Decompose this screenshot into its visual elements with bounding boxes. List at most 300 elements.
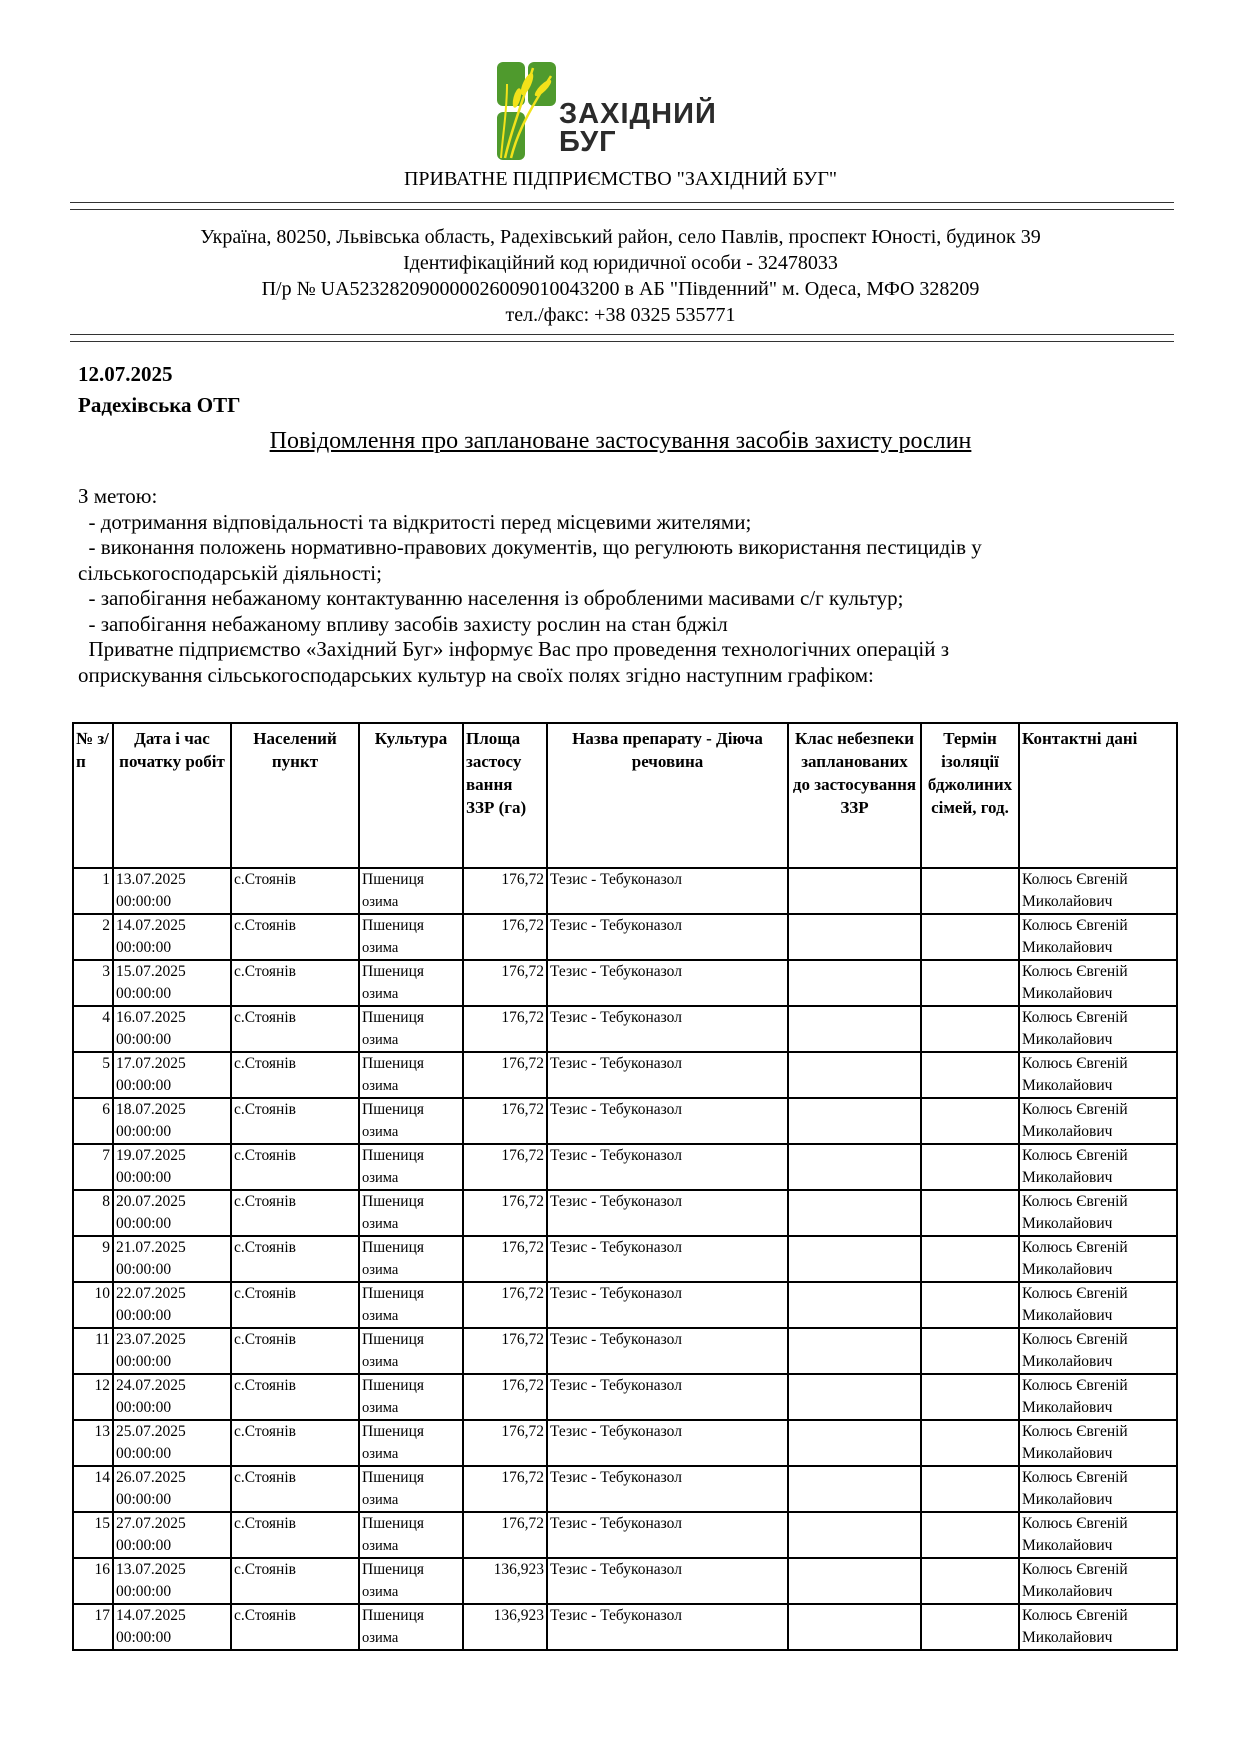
cell-time: 00:00:00 <box>116 1077 172 1094</box>
cell-date: 16.07.2025 <box>116 1009 186 1026</box>
cell-contact-line2: Миколайович <box>1022 1583 1113 1600</box>
cell-hazard-class <box>788 1466 921 1512</box>
cell-bee-isolation <box>921 868 1019 914</box>
cell-area: 176,72 <box>463 1052 547 1098</box>
table-row <box>73 1236 1177 1282</box>
letter-body <box>78 484 1178 688</box>
cell-number: 3 <box>73 960 113 1006</box>
cell-contact <box>1019 1420 1177 1466</box>
cell-number: 10 <box>73 1282 113 1328</box>
cell-crop <box>359 1604 463 1650</box>
cell-crop-line1: Пшениця <box>362 1009 425 1026</box>
cell-settlement: с.Стоянів <box>231 1420 359 1466</box>
cell-number: 9 <box>73 1236 113 1282</box>
cell-crop-line1: Пшениця <box>362 963 425 980</box>
cell-contact-line1: Колюсь Євгеній <box>1022 1515 1128 1532</box>
cell-crop-line2: озима <box>362 1630 399 1646</box>
company-id-code: Ідентифікаційний код юридичної особи - 32478033 <box>403 252 838 274</box>
table-row <box>73 1190 1177 1236</box>
cell-crop-line2: озима <box>362 1308 399 1324</box>
cell-time: 00:00:00 <box>116 1491 172 1508</box>
cell-crop <box>359 960 463 1006</box>
company-bank-account: П/р № UA523282090000026009010043200 в АБ "Південний" м. Одеса, МФО 328209 <box>261 278 980 300</box>
cell-hazard-class <box>788 1052 921 1098</box>
cell-settlement: с.Стоянів <box>231 868 359 914</box>
cell-crop-line1: Пшениця <box>362 1561 425 1578</box>
cell-contact-line1: Колюсь Євгеній <box>1022 1055 1128 1072</box>
cell-time: 00:00:00 <box>116 1215 172 1232</box>
cell-contact-line2: Миколайович <box>1022 1123 1113 1140</box>
cell-hazard-class <box>788 1374 921 1420</box>
cell-number: 14 <box>73 1466 113 1512</box>
cell-time: 00:00:00 <box>116 1123 172 1140</box>
cell-bee-isolation <box>921 1512 1019 1558</box>
cell-product: Тезис - Тебуконазол <box>547 1420 788 1466</box>
cell-settlement: с.Стоянів <box>231 960 359 1006</box>
cell-crop-line2: озима <box>362 1170 399 1186</box>
logo-text-line1: ЗАХІДНИЙ <box>559 98 717 130</box>
cell-area: 176,72 <box>463 1144 547 1190</box>
cell-date: 27.07.2025 <box>116 1515 186 1532</box>
cell-contact-line2: Миколайович <box>1022 1077 1113 1094</box>
cell-contact-line1: Колюсь Євгеній <box>1022 1285 1128 1302</box>
cell-number: 11 <box>73 1328 113 1374</box>
cell-contact-line2: Миколайович <box>1022 1445 1113 1462</box>
table-header-row <box>73 723 1177 868</box>
cell-area: 176,72 <box>463 868 547 914</box>
cell-product: Тезис - Тебуконазол <box>547 1466 788 1512</box>
cell-product: Тезис - Тебуконазол <box>547 1328 788 1374</box>
cell-time: 00:00:00 <box>116 1261 172 1278</box>
cell-datetime <box>113 1604 231 1650</box>
cell-hazard-class <box>788 1144 921 1190</box>
cell-bee-isolation <box>921 1006 1019 1052</box>
cell-contact-line1: Колюсь Євгеній <box>1022 1331 1128 1348</box>
cell-bee-isolation <box>921 1236 1019 1282</box>
header-divider-top <box>70 202 1174 210</box>
company-phone: тел./факс: +38 0325 535771 <box>505 304 736 326</box>
cell-settlement: с.Стоянів <box>231 1006 359 1052</box>
cell-time: 00:00:00 <box>116 939 172 956</box>
cell-date: 21.07.2025 <box>116 1239 186 1256</box>
cell-bee-isolation <box>921 1190 1019 1236</box>
body-line: сільськогосподарській діяльності; <box>78 560 382 585</box>
col-header-number: № з/п <box>73 723 113 868</box>
cell-product: Тезис - Тебуконазол <box>547 1006 788 1052</box>
cell-area: 176,72 <box>463 1282 547 1328</box>
cell-crop-line1: Пшениця <box>362 1423 425 1440</box>
letter-recipient: Радехівська ОТГ <box>78 393 241 417</box>
cell-contact-line2: Миколайович <box>1022 985 1113 1002</box>
cell-number: 6 <box>73 1098 113 1144</box>
cell-time: 00:00:00 <box>116 1583 172 1600</box>
cell-bee-isolation <box>921 960 1019 1006</box>
cell-crop-line1: Пшениця <box>362 871 425 888</box>
cell-hazard-class <box>788 1098 921 1144</box>
cell-bee-isolation <box>921 1328 1019 1374</box>
table-row <box>73 1558 1177 1604</box>
table-row <box>73 1466 1177 1512</box>
cell-settlement: с.Стоянів <box>231 1466 359 1512</box>
cell-contact <box>1019 1374 1177 1420</box>
cell-contact-line1: Колюсь Євгеній <box>1022 963 1128 980</box>
cell-product: Тезис - Тебуконазол <box>547 1282 788 1328</box>
body-line: - запобігання небажаному впливу засобів захисту рослин на стан бджіл <box>78 611 728 636</box>
table-row <box>73 1144 1177 1190</box>
cell-date: 13.07.2025 <box>116 871 186 888</box>
cell-crop <box>359 868 463 914</box>
cell-crop <box>359 1190 463 1236</box>
cell-contact <box>1019 1144 1177 1190</box>
cell-settlement: с.Стоянів <box>231 1374 359 1420</box>
cell-crop-line1: Пшениця <box>362 1055 425 1072</box>
body-line: - дотримання відповідальності та відкритості перед місцевими жителями; <box>78 509 752 534</box>
cell-contact-line2: Миколайович <box>1022 1307 1113 1324</box>
cell-bee-isolation <box>921 1282 1019 1328</box>
cell-crop <box>359 1236 463 1282</box>
cell-crop-line2: озима <box>362 1492 399 1508</box>
cell-product: Тезис - Тебуконазол <box>547 1558 788 1604</box>
cell-crop <box>359 1006 463 1052</box>
cell-date: 22.07.2025 <box>116 1285 186 1302</box>
cell-crop <box>359 914 463 960</box>
cell-crop <box>359 1144 463 1190</box>
cell-hazard-class <box>788 1558 921 1604</box>
cell-datetime <box>113 1144 231 1190</box>
cell-hazard-class <box>788 1236 921 1282</box>
cell-date: 25.07.2025 <box>116 1423 186 1440</box>
col-header-contacts: Контактні дані <box>1019 723 1177 868</box>
cell-datetime <box>113 868 231 914</box>
cell-contact <box>1019 1190 1177 1236</box>
cell-date: 14.07.2025 <box>116 1607 186 1624</box>
cell-contact-line2: Миколайович <box>1022 1399 1113 1416</box>
cell-bee-isolation <box>921 1144 1019 1190</box>
cell-product: Тезис - Тебуконазол <box>547 1190 788 1236</box>
cell-datetime <box>113 1512 231 1558</box>
company-address: Україна, 80250, Львівська область, Радехівський район, село Павлів, проспект Юності, будинок 39 <box>200 226 1041 248</box>
logo-text-line2: БУГ <box>559 126 617 158</box>
body-line: оприскування сільськогосподарських культур на своїх полях згідно наступним графіком: <box>78 662 874 687</box>
cell-datetime <box>113 1420 231 1466</box>
letter-date: 12.07.2025 <box>78 362 173 386</box>
cell-crop <box>359 1328 463 1374</box>
cell-settlement: с.Стоянів <box>231 1282 359 1328</box>
cell-date: 23.07.2025 <box>116 1331 186 1348</box>
cell-datetime <box>113 1098 231 1144</box>
cell-contact-line2: Миколайович <box>1022 1353 1113 1370</box>
cell-settlement: с.Стоянів <box>231 1512 359 1558</box>
table-row <box>73 1282 1177 1328</box>
cell-product: Тезис - Тебуконазол <box>547 1512 788 1558</box>
cell-contact-line1: Колюсь Євгеній <box>1022 1423 1128 1440</box>
cell-area: 136,923 <box>463 1558 547 1604</box>
cell-number: 17 <box>73 1604 113 1650</box>
cell-crop-line2: озима <box>362 894 399 910</box>
cell-crop <box>359 1052 463 1098</box>
cell-contact-line2: Миколайович <box>1022 1629 1113 1646</box>
cell-bee-isolation <box>921 1604 1019 1650</box>
cell-datetime <box>113 1236 231 1282</box>
cell-time: 00:00:00 <box>116 1031 172 1048</box>
cell-crop-line1: Пшениця <box>362 1515 425 1532</box>
cell-contact-line2: Миколайович <box>1022 1537 1113 1554</box>
cell-hazard-class <box>788 1604 921 1650</box>
cell-crop <box>359 1098 463 1144</box>
cell-contact <box>1019 1604 1177 1650</box>
cell-crop <box>359 1282 463 1328</box>
cell-datetime <box>113 1558 231 1604</box>
col-header-hazard-class: Клас небезпеки запланованих до застосування ЗЗР <box>788 723 921 868</box>
body-line: Приватне підприємство «Західний Буг» інформує Вас про проведення технологічних операцій з <box>78 637 949 661</box>
table-row <box>73 914 1177 960</box>
cell-contact-line1: Колюсь Євгеній <box>1022 1009 1128 1026</box>
cell-contact-line1: Колюсь Євгеній <box>1022 917 1128 934</box>
cell-product: Тезис - Тебуконазол <box>547 1144 788 1190</box>
cell-bee-isolation <box>921 914 1019 960</box>
cell-time: 00:00:00 <box>116 985 172 1002</box>
cell-crop-line1: Пшениця <box>362 1607 425 1624</box>
cell-contact-line1: Колюсь Євгеній <box>1022 1193 1128 1210</box>
cell-bee-isolation <box>921 1052 1019 1098</box>
cell-crop <box>359 1420 463 1466</box>
cell-date: 15.07.2025 <box>116 963 186 980</box>
cell-number: 13 <box>73 1420 113 1466</box>
cell-bee-isolation <box>921 1558 1019 1604</box>
schedule-table <box>72 722 1178 1651</box>
cell-settlement: с.Стоянів <box>231 1098 359 1144</box>
cell-product: Тезис - Тебуконазол <box>547 1052 788 1098</box>
table-row <box>73 1328 1177 1374</box>
cell-area: 176,72 <box>463 1098 547 1144</box>
cell-datetime <box>113 1466 231 1512</box>
cell-time: 00:00:00 <box>116 1629 172 1646</box>
cell-time: 00:00:00 <box>116 1307 172 1324</box>
cell-crop-line1: Пшениця <box>362 1377 425 1394</box>
cell-datetime <box>113 1374 231 1420</box>
cell-crop-line2: озима <box>362 1584 399 1600</box>
cell-number: 15 <box>73 1512 113 1558</box>
cell-contact <box>1019 1282 1177 1328</box>
cell-contact <box>1019 868 1177 914</box>
cell-crop-line2: озима <box>362 940 399 956</box>
cell-crop <box>359 1466 463 1512</box>
cell-contact-line2: Миколайович <box>1022 939 1113 956</box>
cell-area: 176,72 <box>463 914 547 960</box>
cell-area: 176,72 <box>463 1236 547 1282</box>
cell-hazard-class <box>788 960 921 1006</box>
cell-settlement: с.Стоянів <box>231 1604 359 1650</box>
body-line: - запобігання небажаному контактуванню населення із обробленими масивами с/г культур; <box>78 586 904 610</box>
cell-hazard-class <box>788 1512 921 1558</box>
cell-time: 00:00:00 <box>116 1353 172 1370</box>
cell-date: 17.07.2025 <box>116 1055 186 1072</box>
cell-area: 176,72 <box>463 1374 547 1420</box>
cell-date: 24.07.2025 <box>116 1377 186 1394</box>
cell-hazard-class <box>788 1282 921 1328</box>
cell-area: 136,923 <box>463 1604 547 1650</box>
cell-settlement: с.Стоянів <box>231 1144 359 1190</box>
cell-number: 8 <box>73 1190 113 1236</box>
cell-contact-line2: Миколайович <box>1022 1491 1113 1508</box>
cell-hazard-class <box>788 868 921 914</box>
col-header-datetime: Дата і час початку робіт <box>113 723 231 868</box>
cell-product: Тезис - Тебуконазол <box>547 914 788 960</box>
header-divider-bottom <box>70 334 1174 342</box>
table-row <box>73 1512 1177 1558</box>
cell-hazard-class <box>788 1190 921 1236</box>
cell-date: 18.07.2025 <box>116 1101 186 1118</box>
col-header-bee-isolation: Термін ізоляції бджолиних сімей, год. <box>921 723 1019 868</box>
cell-contact-line1: Колюсь Євгеній <box>1022 1147 1128 1164</box>
cell-time: 00:00:00 <box>116 1399 172 1416</box>
cell-number: 5 <box>73 1052 113 1098</box>
cell-settlement: с.Стоянів <box>231 914 359 960</box>
cell-datetime <box>113 1190 231 1236</box>
cell-crop-line1: Пшениця <box>362 1193 425 1210</box>
cell-area: 176,72 <box>463 1328 547 1374</box>
cell-contact <box>1019 1236 1177 1282</box>
cell-crop-line2: озима <box>362 1032 399 1048</box>
cell-number: 4 <box>73 1006 113 1052</box>
cell-number: 7 <box>73 1144 113 1190</box>
cell-number: 1 <box>73 868 113 914</box>
cell-contact-line2: Миколайович <box>1022 893 1113 910</box>
cell-crop <box>359 1374 463 1420</box>
cell-product: Тезис - Тебуконазол <box>547 960 788 1006</box>
cell-crop-line2: озима <box>362 1216 399 1232</box>
cell-crop-line1: Пшениця <box>362 1239 425 1256</box>
cell-contact-line1: Колюсь Євгеній <box>1022 871 1128 888</box>
cell-area: 176,72 <box>463 1190 547 1236</box>
cell-hazard-class <box>788 914 921 960</box>
letter-title: Повідомлення про заплановане застосування засобів захисту рослин <box>269 428 972 454</box>
cell-contact <box>1019 1006 1177 1052</box>
company-logo <box>497 62 747 160</box>
cell-time: 00:00:00 <box>116 1169 172 1186</box>
company-name: ПРИВАТНЕ ПІДПРИЄМСТВО "ЗАХІДНИЙ БУГ" <box>403 168 838 190</box>
col-header-crop: Культура <box>359 723 463 868</box>
cell-time: 00:00:00 <box>116 1537 172 1554</box>
table-row <box>73 1604 1177 1650</box>
cell-number: 2 <box>73 914 113 960</box>
cell-area: 176,72 <box>463 1466 547 1512</box>
cell-crop-line1: Пшениця <box>362 1331 425 1348</box>
cell-contact <box>1019 1052 1177 1098</box>
cell-crop-line1: Пшениця <box>362 917 425 934</box>
cell-contact-line1: Колюсь Євгеній <box>1022 1101 1128 1118</box>
cell-area: 176,72 <box>463 960 547 1006</box>
cell-crop-line1: Пшениця <box>362 1101 425 1118</box>
cell-settlement: с.Стоянів <box>231 1558 359 1604</box>
cell-time: 00:00:00 <box>116 893 172 910</box>
cell-settlement: с.Стоянів <box>231 1052 359 1098</box>
cell-area: 176,72 <box>463 1006 547 1052</box>
table-row <box>73 868 1177 914</box>
cell-crop-line1: Пшениця <box>362 1147 425 1164</box>
cell-hazard-class <box>788 1420 921 1466</box>
cell-bee-isolation <box>921 1466 1019 1512</box>
cell-datetime <box>113 1282 231 1328</box>
cell-contact <box>1019 1466 1177 1512</box>
cell-product: Тезис - Тебуконазол <box>547 1236 788 1282</box>
cell-date: 14.07.2025 <box>116 917 186 934</box>
cell-crop-line2: озима <box>362 1400 399 1416</box>
cell-contact-line2: Миколайович <box>1022 1031 1113 1048</box>
cell-contact <box>1019 1328 1177 1374</box>
cell-date: 13.07.2025 <box>116 1561 186 1578</box>
cell-datetime <box>113 1052 231 1098</box>
cell-crop-line2: озима <box>362 1078 399 1094</box>
cell-crop-line2: озима <box>362 1354 399 1370</box>
cell-contact <box>1019 914 1177 960</box>
cell-time: 00:00:00 <box>116 1445 172 1462</box>
cell-contact-line2: Миколайович <box>1022 1169 1113 1186</box>
cell-crop-line2: озима <box>362 986 399 1002</box>
cell-datetime <box>113 1328 231 1374</box>
cell-contact <box>1019 1512 1177 1558</box>
cell-contact <box>1019 960 1177 1006</box>
cell-crop-line2: озима <box>362 1124 399 1140</box>
cell-area: 176,72 <box>463 1512 547 1558</box>
table-row <box>73 1420 1177 1466</box>
cell-bee-isolation <box>921 1420 1019 1466</box>
cell-crop-line1: Пшениця <box>362 1469 425 1486</box>
cell-contact-line1: Колюсь Євгеній <box>1022 1239 1128 1256</box>
col-header-settlement: Населений пункт <box>231 723 359 868</box>
cell-contact <box>1019 1098 1177 1144</box>
cell-product: Тезис - Тебуконазол <box>547 1374 788 1420</box>
cell-crop <box>359 1512 463 1558</box>
cell-datetime <box>113 1006 231 1052</box>
cell-date: 26.07.2025 <box>116 1469 186 1486</box>
cell-bee-isolation <box>921 1374 1019 1420</box>
cell-crop-line2: озима <box>362 1262 399 1278</box>
cell-hazard-class <box>788 1328 921 1374</box>
cell-settlement: с.Стоянів <box>231 1236 359 1282</box>
cell-bee-isolation <box>921 1098 1019 1144</box>
table-row <box>73 960 1177 1006</box>
col-header-product: Назва препарату - Діюча речовина <box>547 723 788 868</box>
cell-product: Тезис - Тебуконазол <box>547 1604 788 1650</box>
cell-contact <box>1019 1558 1177 1604</box>
body-line: - виконання положень нормативно-правових документів, що регулюють використання пестицидів у <box>78 535 982 559</box>
cell-settlement: с.Стоянів <box>231 1328 359 1374</box>
cell-product: Тезис - Тебуконазол <box>547 1098 788 1144</box>
cell-contact-line1: Колюсь Євгеній <box>1022 1561 1128 1578</box>
cell-contact-line1: Колюсь Євгеній <box>1022 1469 1128 1486</box>
cell-date: 19.07.2025 <box>116 1147 186 1164</box>
table-row <box>73 1374 1177 1420</box>
table-row <box>73 1052 1177 1098</box>
cell-settlement: с.Стоянів <box>231 1190 359 1236</box>
body-line: З метою: <box>78 484 158 508</box>
cell-number: 16 <box>73 1558 113 1604</box>
cell-crop <box>359 1558 463 1604</box>
cell-crop-line2: озима <box>362 1538 399 1554</box>
cell-contact-line2: Миколайович <box>1022 1261 1113 1278</box>
cell-datetime <box>113 914 231 960</box>
cell-crop-line1: Пшениця <box>362 1285 425 1302</box>
cell-area: 176,72 <box>463 1420 547 1466</box>
col-header-area: Площа застосу вання ЗЗР (га) <box>463 723 547 868</box>
table-row <box>73 1006 1177 1052</box>
cell-datetime <box>113 960 231 1006</box>
cell-hazard-class <box>788 1006 921 1052</box>
cell-contact-line2: Миколайович <box>1022 1215 1113 1232</box>
cell-date: 20.07.2025 <box>116 1193 186 1210</box>
cell-contact-line1: Колюсь Євгеній <box>1022 1377 1128 1394</box>
